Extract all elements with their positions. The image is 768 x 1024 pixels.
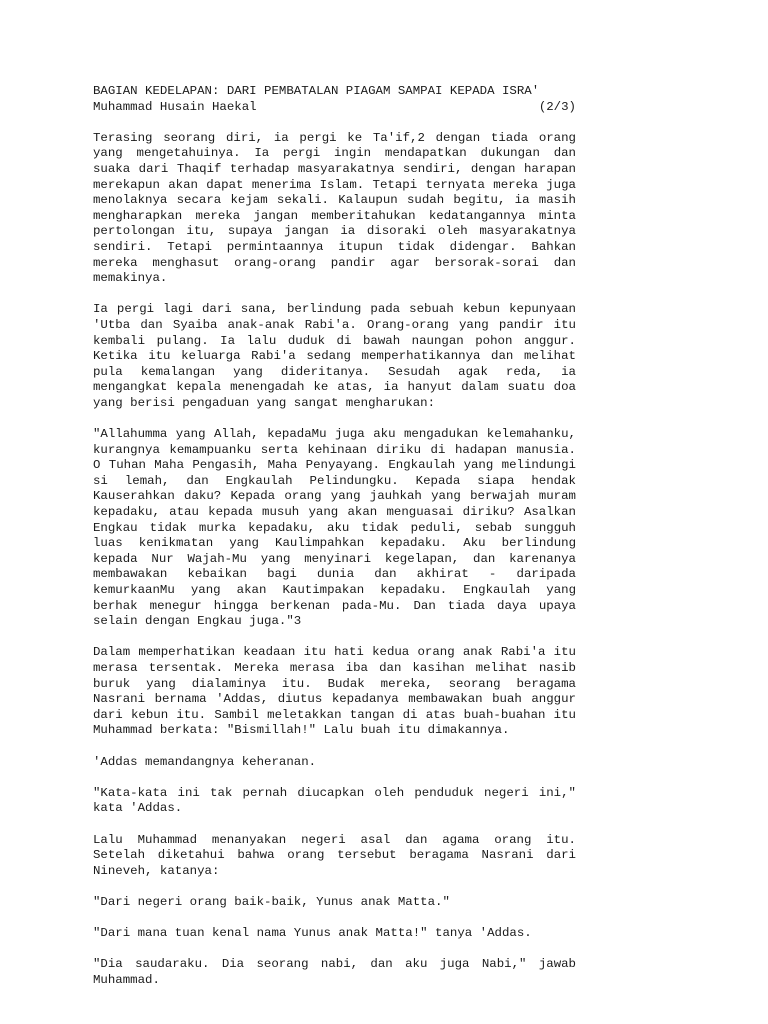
paragraph: "Kata-kata ini tak pernah diucapkan oleh penduduk negeri ini," kata 'Addas. xyxy=(93,785,576,816)
paragraph: Lalu Muhammad menanyakan negeri asal dan agama orang itu. Setelah diketahui bahwa orang tersebut beragama Nasrani dari Nineveh, katanya: xyxy=(93,832,576,878)
paragraph: Terasing seorang diri, ia pergi ke Ta'if,2 dengan tiada orang yang mengetahuinya. Ia pergi ingin mendapatkan dukungan dan suaka dari Thaqif terhadap masyarakatnya sendiri, dengan harapan merekapun akan dapat menerima Islam. Tetapi ternyata mereka juga menolaknya secara kejam sekali. Kalaupun sudah begitu, ia masih mengharapkan mereka jangan memberitahukan kedatangannya minta pertolongan itu, supaya jangan ia disoraki oleh masyarakatnya sendiri. Tetapi permintaannya itupun tidak didengar. Bahkan mereka menghasut orang-orang pandir agar bersorak-sorai dan memakinya. xyxy=(93,130,576,286)
author-line xyxy=(93,100,576,116)
paragraph: 'Addas memandangnya keheranan. xyxy=(93,754,317,769)
paragraph: "Allahumma yang Allah, kepadaMu juga aku mengadukan kelemahanku, kurangnya kemampuanku serta kehinaan diriku di hadapan manusia. O Tuhan Maha Pengasih, Maha Penyayang. Engkaulah yang melindungi si lemah, dan Engkaulah Pelindungku. Kepada siapa hendak Kauserahkan daku? Kepada orang yang jauhkah yang berwajah muram kepadaku, atau kepada musuh yang akan menguasai diriku? Asalkan Engkau tidak murka kepadaku, aku tidak peduli, sebab sungguh luas kenikmatan yang Kaulimpahkan kepadaku. Aku berlindung kepada Nur Wajah-Mu yang menyinari kegelapan, dan karenanya membawakan kebaikan bagi dunia dan akhirat - daripada kemurkaanMu yang akan Kautimpakan kepadaku. Engkaulah yang berhak menegur hingga berkenan pada-Mu. Dan tiada daya upaya selain dengan Engkau juga."3 xyxy=(93,427,576,629)
paragraph: "Dari mana tuan kenal nama Yunus anak Matta!" tanya 'Addas. xyxy=(93,926,532,941)
chapter-title: BAGIAN KEDELAPAN: DARI PEMBATALAN PIAGAM SAMPAI KEPADA ISRA' xyxy=(93,84,540,98)
paragraph: "Dari negeri orang baik-baik, Yunus anak Matta." xyxy=(93,894,450,909)
page-indicator: (2/3) xyxy=(538,99,576,114)
paragraph: "Dia saudaraku. Dia seorang nabi, dan aku juga Nabi," jawab Muhammad. xyxy=(93,957,576,987)
author-name: Muhammad Husain Haekal xyxy=(93,99,257,114)
paragraph: Ia pergi lagi dari sana, berlindung pada sebuah kebun kepunyaan 'Utba dan Syaiba anak-anak Rabi'a. Orang-orang yang pandir itu kembali pulang. Ia lalu duduk di bawah naungan pohon anggur. Ketika itu keluarga Rabi'a sedang memperhatikannya dan melihat pula kemalangan yang dideritanya. Sesudah agak reda, ia mengangkat kepala menengadah ke atas, ia hanyut dalam suatu doa yang berisi pengaduan yang sangat mengharukan: xyxy=(93,302,576,410)
document-page xyxy=(93,84,576,1004)
paragraph: Dalam memperhatikan keadaan itu hati kedua orang anak Rabi'a itu merasa tersentak. Mereka merasa iba dan kasihan melihat nasib buruk yang dialaminya itu. Budak mereka, seorang beragama Nasrani bernama 'Addas, diutus kepadanya membawakan buah anggur dari kebun itu. Sambil meletakkan tangan di atas buah-buahan itu Muhammad berkata: "Bismillah!" Lalu buah itu dimakannya. xyxy=(93,645,576,738)
document-header xyxy=(93,84,576,115)
